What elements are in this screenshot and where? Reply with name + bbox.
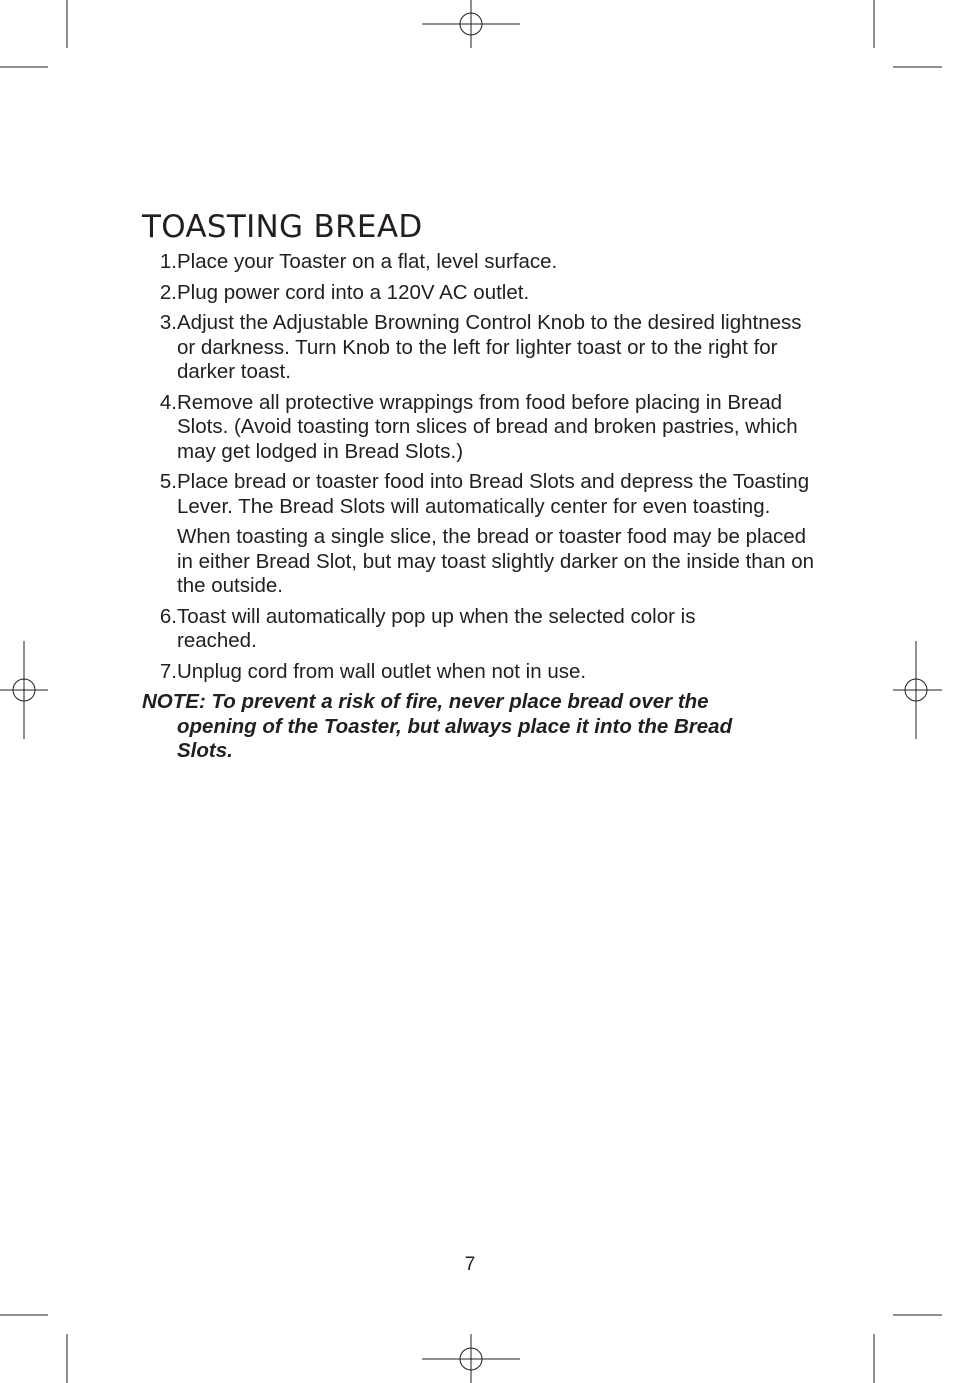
step-number: 1. [159, 250, 177, 273]
step-item [142, 311, 822, 385]
step-item [142, 281, 822, 306]
step-number: 3. [159, 311, 177, 334]
step-text: Adjust the Adjustable Browning Control Knob to the desired lightness or darkness. Turn Knob to the left for lighter toast or to the right for darker toast. [177, 311, 802, 383]
step-text: Unplug cord from wall outlet when not in use. [177, 659, 587, 683]
registration-mark-top [422, 0, 520, 48]
step-item [142, 470, 822, 599]
step-text: Remove all protective wrappings from food before placing in Bread Slots. (Avoid toasting torn slices of bread and broken pastries, which may get lodged in Bread Slots.) [177, 390, 798, 463]
page-number: 7 [464, 1254, 476, 1275]
steps-list [142, 250, 822, 684]
step-text: Place bread or toaster food into Bread Slots and depress the Toasting Lever. The Bread Slots will automatically center for even toasting. [177, 470, 810, 518]
registration-mark-left [0, 641, 48, 739]
instructions-section [142, 208, 822, 784]
step-text: Plug power cord into a 120V AC outlet. [177, 280, 530, 304]
step-item [142, 391, 822, 465]
step-text: Place your Toaster on a flat, level surface. [177, 250, 558, 273]
step-number: 2. [159, 280, 177, 304]
step-number: 4. [159, 390, 177, 414]
step-item [142, 660, 822, 685]
registration-mark-bottom [422, 1334, 520, 1383]
step-number: 6. [159, 604, 177, 628]
step-item [142, 250, 822, 275]
step-text-continued: When toasting a single slice, the bread or toaster food may be placed in either Bread Slot, but may toast slightly darker on the inside than on the outside. [177, 525, 815, 597]
fire-safety-note: NOTE: To prevent a risk of fire, never place bread over the opening of the Toaster, but always place it into the Bread Slots. [142, 690, 733, 762]
step-text: Toast will automatically pop up when the selected color is reached. [177, 604, 696, 652]
registration-mark-right [893, 641, 942, 739]
step-item [142, 605, 822, 654]
section-title: TOASTING BREAD [142, 209, 423, 245]
step-number: 7. [159, 659, 177, 683]
step-number: 5. [159, 470, 177, 493]
